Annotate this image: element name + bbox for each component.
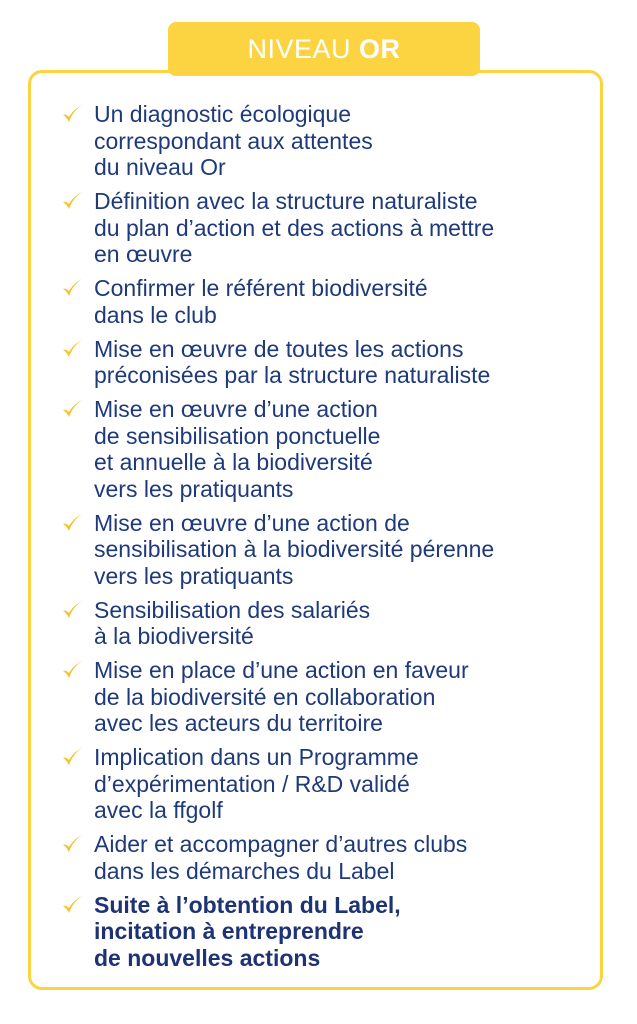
check-icon [60, 745, 84, 769]
list-item-text: Aider et accompagner d’autres clubs dans les démarches du Label [94, 831, 468, 884]
check-icon [60, 893, 84, 917]
check-icon [60, 832, 84, 856]
list-item [60, 744, 600, 824]
list-item-text: Définition avec la structure naturaliste du plan d’action et des actions à mettre en œuvre [94, 188, 495, 267]
level-badge [168, 22, 480, 76]
list-item [60, 510, 600, 590]
check-icon [60, 337, 84, 361]
check-icon [60, 276, 84, 300]
list-item [60, 101, 600, 181]
level-badge-prefix: NIVEAU [247, 33, 352, 64]
check-icon [60, 658, 84, 682]
list-item [60, 275, 600, 328]
check-icon [60, 511, 84, 535]
list-item-text: Suite à l’obtention du Label, incitation à entreprendre de nouvelles actions [94, 891, 401, 971]
list-item-text: Implication dans un Programme d’expérimentation / R&D validé avec la ffgolf [94, 744, 419, 823]
check-icon [60, 102, 84, 126]
check-icon [60, 189, 84, 213]
list-item [60, 657, 600, 737]
list-item-text: Mise en place d’une action en faveur de la biodiversité en collaboration avec les acteurs du territoire [94, 657, 469, 736]
list-item-highlight [60, 892, 600, 972]
list-item-text: Mise en œuvre d’une action de sensibilisation ponctuelle et annuelle à la biodiversité vers les pratiquants [94, 396, 381, 502]
list-item [60, 188, 600, 268]
list-item-text: Sensibilisation des salariés à la biodiversité [94, 596, 371, 649]
requirements-list [60, 101, 600, 979]
check-icon [60, 598, 84, 622]
list-item [60, 336, 600, 389]
list-item-text: Un diagnostic écologique correspondant aux attentes du niveau Or [94, 101, 373, 180]
level-badge-strong: OR [359, 33, 401, 64]
list-item [60, 831, 600, 884]
list-item [60, 396, 600, 502]
list-item [60, 597, 600, 650]
check-icon [60, 397, 84, 421]
list-item-text: Confirmer le référent biodiversité dans le club [94, 275, 428, 328]
list-item-text: Mise en œuvre de toutes les actions préconisées par la structure naturaliste [94, 335, 491, 388]
list-item-text: Mise en œuvre d’une action de sensibilisation à la biodiversité pérenne vers les pratiquants [94, 509, 495, 589]
